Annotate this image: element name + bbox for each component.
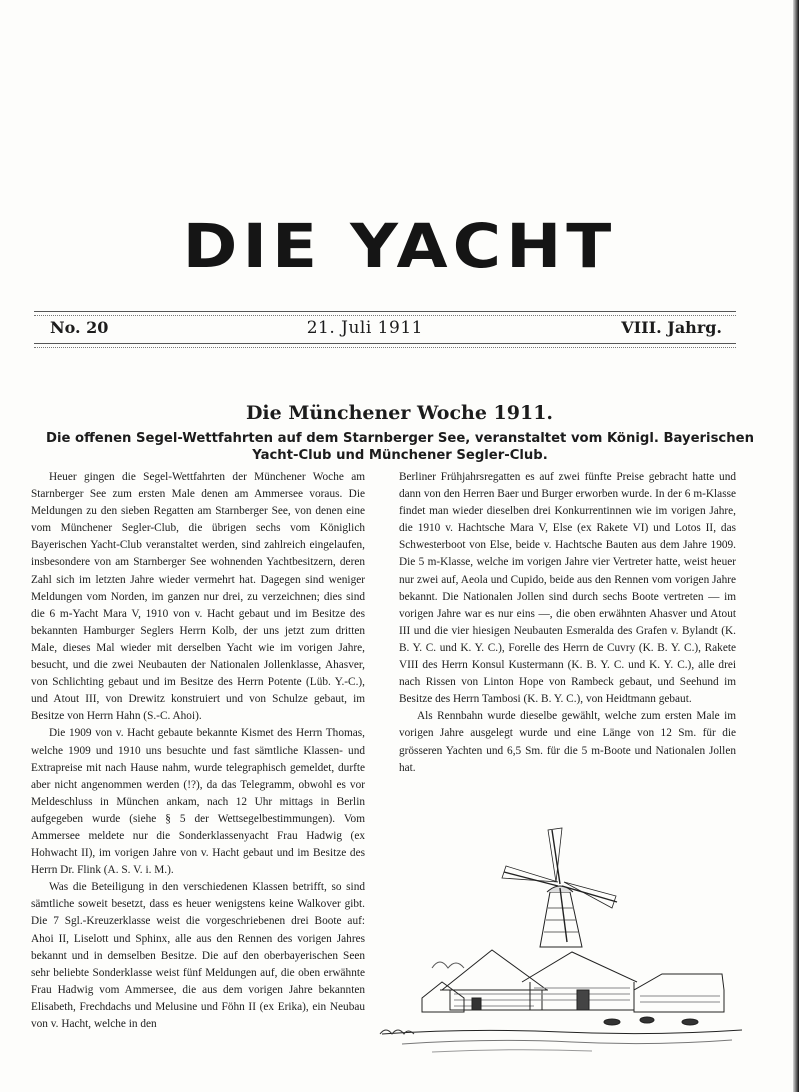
page-edge-shadow — [793, 0, 799, 1092]
paragraph: Berliner Frühjahrsregatten es auf zwei fünfte Preise gebracht hatte und dann von den Herren Baer und Burger erworben wurde. In der 6 m-Klasse findet man wieder dieselben drei Konkurrentinnen wie im vorigen Jahre, die 1910 v. Hachtsche Mara V, Else (ex Rakete VI) und Lotos II, das Schwesterboot von Else, beide v. Hachtsche Bauten aus dem Jahre 1909. Die 5 m-Klasse, welche im vorigen Jahre vier Vertreter hatte, weist heuer nur zwei auf, Aeola und Cupido, beide aus den Rennen vom vorigen Jahre bekannt. Die Nationalen Jollen sind durch sechs Boote vertreten — im vorigen Jahre war es nur eins —, die oben erwähnten Ahasver und Atout III und die vier hiesigen Neubauten Esmeralda des Grafen v. Bylandt (K. B. Y. C. und K. Y. C.), Forelle des Herrn de Cuvry (K. B. Y. C.), Rakete VIII des Herrn Konsul Kustermann (K. B. Y. C. und K. Y. C.), alle drei nach Rissen von Linton Hope von Rambeck gebaut, und Seehund im Besitze des Herrn Tambosi (K. B. Y. C.), von Heidtmann gebaut. — [399, 471, 736, 706]
divider-top-dotted — [34, 315, 736, 316]
issue-info-bar — [50, 318, 722, 338]
article-column-left — [31, 469, 365, 1033]
magazine-title: DIE YACHT — [182, 211, 617, 282]
article-column-right — [399, 469, 736, 777]
windmill-illustration — [372, 822, 752, 1062]
paragraph: Als Rennbahn wurde dieselbe gewählt, welche zum ersten Male im vorigen Jahre ausgelegt wurde und eine Länge von 12 Sm. für die grösseren Yachten und 6,5 Sm. für die 5 m-Boote und Nationalen Jollen hat. — [399, 710, 736, 774]
article-title: Die Münchener Woche 1911. — [245, 402, 554, 424]
issue-number: No. 20 — [50, 318, 109, 337]
issue-volume: VIII. Jahrg. — [621, 318, 722, 337]
masthead — [0, 208, 799, 285]
article-subtitle: Die offenen Segel-Wettfahrten auf dem Starnberger See, veranstaltet vom Königl. Bayerischen Yacht-Club und Münchener Segler-Club. — [46, 431, 754, 463]
divider-top — [34, 311, 736, 312]
paragraph: Heuer gingen die Segel-Wettfahrten der Münchener Woche am Starnberger See zum ersten Male denen am Ammersee voraus. Die Meldungen zu den sieben Regatten am Starnberger See, von denen eine vom Münchener Segler-Club, die übrigen sechs vom Königlich Bayerischen Yacht-Club veranstaltet werden, sind zahlreich eingelaufen, insbesondere von am Starnberger See wohnenden Yachtbesitzern, deren Zahl sich im letzten Jahre wieder vermehrt hat. Dagegen sind weniger Meldungen vom Norden, im ganzen nur drei, zu verzeichnen; dies sind die 6 m-Yacht Mara V, 1910 von v. Hacht gebaut und im Besitze des bekannten Hamburger Seglers Herrn Kolb, der uns jetzt zum dritten Male, dieses Mal wieder mit derselben Yacht wie im vorigen Jahre, besucht, und die zwei Neubauten der Nationalen Jollenklasse, Ahasver, von Schlichting gebaut und im Besitze des Herrn Potente (Lüb. Y.-C.), und Atout III, von Drewitz konstruiert und von Schulze gebaut, im Besitze von Herrn Hahn (S.-C. Ahoi). — [31, 471, 365, 723]
issue-date: 21. Juli 1911 — [306, 318, 423, 338]
paragraph: Die 1909 von v. Hacht gebaute bekannte Kismet des Herrn Thomas, welche 1909 und 1910 uns besuchte und fast sämtliche Klassen- und Extrapreise mit nach Hause nahm, wurde telegraphisch gemeldet, durfte aber nicht angenommen werden (!?), da das Telegramm, obwohl es vor Meldeschluss in München ankam, nach 12 Uhr mittags in Berlin aufgegeben wurde (siehe § 5 der Wettsegelbestimmungen). Vom Ammersee meldete nur die Sonderklassenyacht Frau Hadwig (ex Hohwacht II), im vorigen Jahre von v. Hacht gebaut und im Besitze des Herrn Dr. Flink (A. S. V. i. M.). — [31, 727, 365, 877]
divider-bottom-dotted — [34, 347, 736, 348]
paragraph: Was die Beteiligung in den verschiedenen Klassen betrifft, so sind sämtliche soweit besetzt, dass es heuer wenigstens keine Walkover gibt. Die 7 Sgl.-Kreuzerklasse weist die vorgeschriebenen drei Boote auf: Ahoi II, Liselott und Sphinx, alle aus den Rennen des vorigen Jahres bekannt und in demselben Besitze. Die auf den oberbayerischen Seen sehr beliebte Sonderklasse weist fünf Meldungen auf, die oben erwähnte Frau Hadwig vom Ammersee, die aus dem vorigen Jahre bekannten Elisabeth, Frechdachs und Melusine und Föhn II (ex Erika), ein Neubau von v. Hacht, welche in den — [31, 881, 365, 1030]
divider-bottom — [34, 343, 736, 344]
